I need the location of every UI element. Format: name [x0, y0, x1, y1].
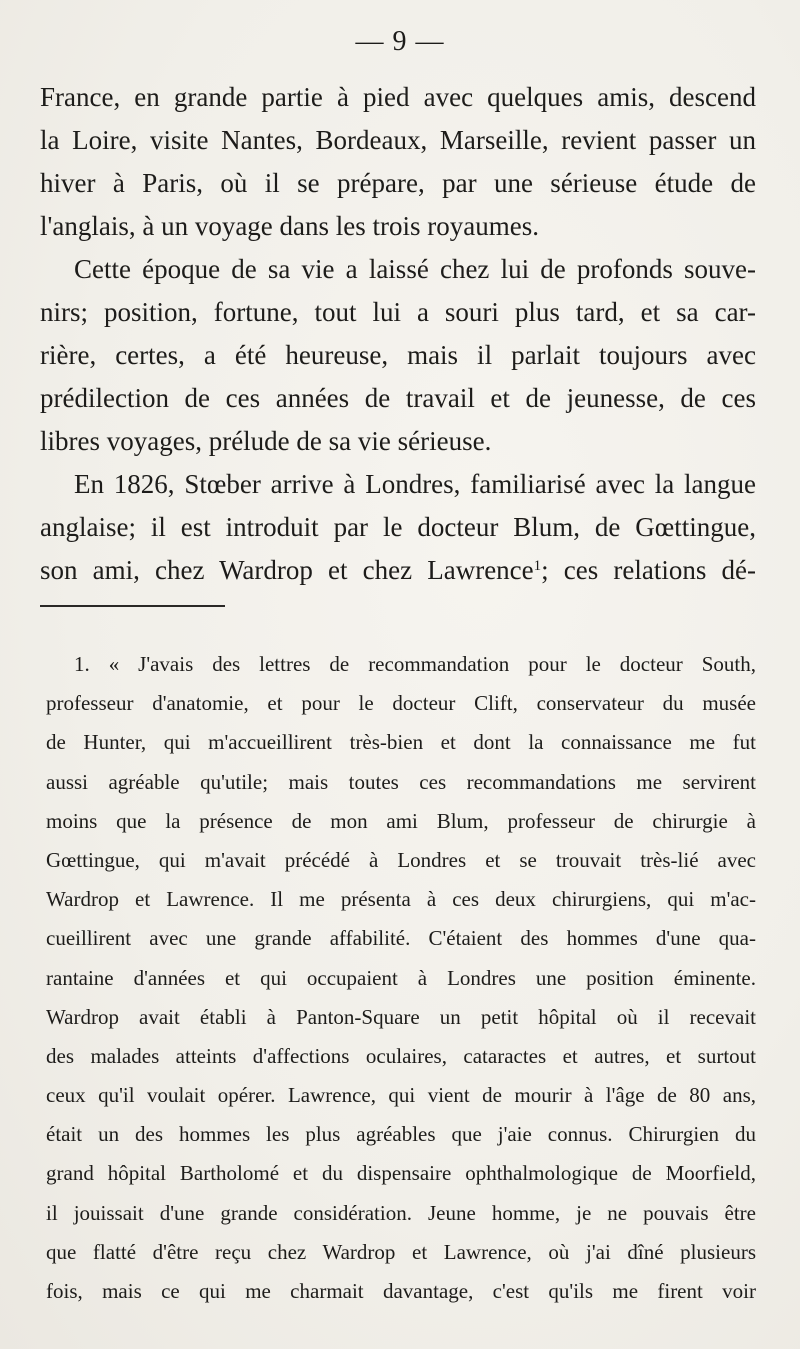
page-number: — 9 —: [355, 26, 445, 57]
text-line: Cette époque de sa vie a laissé chez lui de profonds souve-: [74, 254, 756, 284]
footnote-reference[interactable]: 1: [533, 558, 542, 574]
footnote-line: fois, mais ce qui me charmait davantage, c'est qu'ils me firent voir: [46, 1279, 756, 1303]
text-line: la Loire, visite Nantes, Bordeaux, Marseille, revient passer un: [40, 125, 756, 155]
footnote-line: 1. « J'avais des lettres de recommandation pour le docteur South,: [74, 652, 756, 676]
text-fragment: son ami, chez Wardrop et chez Lawrence: [40, 555, 534, 585]
footnote-line: des malades atteints d'affections oculaires, cataractes et autres, et surtout: [46, 1043, 756, 1068]
footnote-line: Gœttingue, qui m'avait précédé à Londres et se trouvait très-lié avec: [46, 847, 756, 872]
text-line: libres voyages, prélude de sa vie sérieuse.: [40, 426, 492, 456]
main-text-block: [40, 76, 756, 592]
text-line: France, en grande partie à pied avec quelques amis, descend: [40, 82, 756, 112]
footnote-line: il jouissait d'une grande considération. Jeune homme, je ne pouvais être: [46, 1200, 756, 1225]
footnote-line: moins que la présence de mon ami Blum, professeur de chirurgie à: [46, 808, 756, 833]
text-line: rière, certes, a été heureuse, mais il parlait toujours avec: [40, 340, 756, 370]
footnote-line: Wardrop et Lawrence. Il me présenta à ces deux chirurgiens, qui m'ac-: [46, 887, 756, 912]
text-line-with-footnote-ref: [40, 549, 756, 592]
footnote-block: [46, 645, 756, 1311]
footnote-line: que flatté d'être reçu chez Wardrop et Lawrence, où j'ai dîné plusieurs: [46, 1239, 756, 1264]
text-line: En 1826, Stœber arrive à Londres, familiarisé avec la langue: [74, 469, 756, 499]
text-line: hiver à Paris, où il se prépare, par une sérieuse étude de: [40, 168, 756, 198]
text-line: l'anglais, à un voyage dans les trois royaumes.: [40, 211, 539, 241]
footnote-line: aussi agréable qu'utile; mais toutes ces recommandations me servirent: [46, 769, 756, 794]
footnote-line: rantaine d'années et qui occupaient à Londres une position éminente.: [46, 965, 756, 990]
footnote-line: était un des hommes les plus agréables que j'aie connus. Chirurgien du: [46, 1122, 756, 1147]
footnote-line: Wardrop avait établi à Panton-Square un petit hôpital où il recevait: [46, 1004, 756, 1029]
text-fragment: ; ces relations dé-: [541, 555, 756, 585]
footnote-line: de Hunter, qui m'accueillirent très-bien et dont la connaissance me fut: [46, 730, 756, 755]
footnote-line: ceux qu'il voulait opérer. Lawrence, qui vient de mourir à l'âge de 80 ans,: [46, 1083, 756, 1108]
text-line: nirs; position, fortune, tout lui a souri plus tard, et sa car-: [40, 297, 756, 327]
text-line: prédilection de ces années de travail et de jeunesse, de ces: [40, 383, 756, 413]
footnote-line: professeur d'anatomie, et pour le docteur Clift, conservateur du musée: [46, 691, 756, 716]
footnote-line: grand hôpital Bartholomé et du dispensaire ophthalmologique de Moorfield,: [46, 1161, 756, 1186]
footnote-line: cueillirent avec une grande affabilité. C'étaient des hommes d'une qua-: [46, 926, 756, 951]
text-line: anglaise; il est introduit par le docteur Blum, de Gœttingue,: [40, 512, 756, 542]
footnote-divider: [40, 605, 225, 607]
